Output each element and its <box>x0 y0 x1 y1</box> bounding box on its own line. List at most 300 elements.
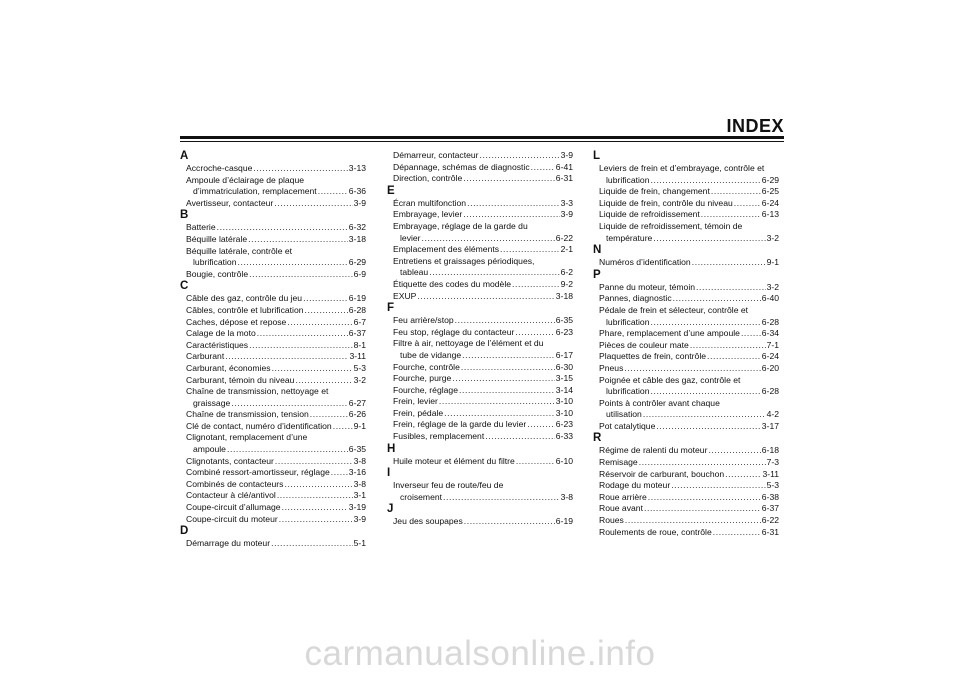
index-entry <box>593 398 779 421</box>
index-entry <box>387 338 573 361</box>
entry-page-ref: 6-31 <box>761 526 779 537</box>
leader-dots <box>696 282 766 294</box>
leader-dots <box>422 233 555 245</box>
entry-page-ref: 6-38 <box>761 491 779 502</box>
entry-text: ampoule <box>193 444 226 455</box>
index-entry <box>593 282 779 294</box>
leader-dots <box>527 419 555 431</box>
leader-dots <box>741 328 761 340</box>
index-entry <box>593 480 779 492</box>
entry-text: Embrayage, levier <box>393 209 463 220</box>
index-entry <box>387 173 573 185</box>
index-entry <box>387 408 573 420</box>
entry-page-ref: 3-15 <box>555 373 573 384</box>
entry-text: Fourche, contrôle <box>393 361 460 372</box>
section-letter: N <box>593 244 602 257</box>
leader-dots <box>648 492 761 504</box>
entry-text: Roulements de roue, contrôle <box>599 526 712 537</box>
entry-page-ref: 6-37 <box>348 328 366 339</box>
entry-page-ref: 5-3 <box>766 480 779 491</box>
leader-dots <box>692 257 766 269</box>
index-entry <box>593 209 779 221</box>
index-section <box>180 280 366 525</box>
entry-page-ref: 6-10 <box>555 455 573 466</box>
index-entry <box>387 315 573 327</box>
entry-page-ref: 3-18 <box>348 233 366 244</box>
leader-dots <box>274 198 352 210</box>
index-entry <box>180 293 366 305</box>
entry-text: Combinés de contacteurs <box>186 478 284 489</box>
entry-text: Étiquette des codes du modèle <box>393 278 512 289</box>
leader-dots <box>305 305 348 317</box>
leader-dots <box>713 527 761 539</box>
section-letter: P <box>593 268 601 281</box>
entry-text: Combiné ressort-amortisseur, réglage <box>186 467 330 478</box>
index-entry <box>180 456 366 468</box>
index-column-1 <box>180 150 366 550</box>
entry-text: tube de vidange <box>400 349 462 360</box>
index-entry <box>387 198 573 210</box>
leader-dots <box>650 317 760 329</box>
leader-dots <box>644 503 761 515</box>
leader-dots <box>725 469 761 481</box>
leader-dots <box>711 186 761 198</box>
entry-page-ref: 3-2 <box>353 374 366 385</box>
entry-page-ref: 6-18 <box>761 445 779 456</box>
leader-dots <box>624 363 760 375</box>
index-entry <box>387 150 573 162</box>
entry-page-ref: 6-19 <box>348 293 366 304</box>
leader-dots <box>455 315 555 327</box>
entry-page-ref: 3-10 <box>555 396 573 407</box>
entry-text: Caractéristiques <box>186 339 249 350</box>
index-entry <box>387 431 573 443</box>
entry-page-ref: 6-17 <box>555 349 573 360</box>
entry-text: croisement <box>400 491 443 502</box>
entry-page-ref: 3-9 <box>353 513 366 524</box>
index-entry <box>180 198 366 210</box>
index-entry <box>180 386 366 409</box>
index-entry <box>180 328 366 340</box>
entry-text: Contacteur à clé/antivol <box>186 490 276 501</box>
entry-text: Démarreur, contacteur <box>393 150 479 160</box>
entry-page-ref: 3-8 <box>353 478 366 489</box>
leader-dots <box>444 408 555 420</box>
entry-text: Huile moteur et élément du filtre <box>393 455 515 466</box>
section-letter: R <box>593 432 602 445</box>
leader-dots <box>439 396 555 408</box>
index-entry <box>593 328 779 340</box>
entry-text: Câble des gaz, contrôle du jeu <box>186 293 303 304</box>
entry-text: Poignée et câble des gaz, contrôle et <box>599 374 741 385</box>
entry-page-ref: 3-11 <box>349 351 366 362</box>
entry-text: Frein, pédale <box>393 407 444 418</box>
entry-page-ref: 6-2 <box>560 267 573 278</box>
index-entry <box>180 305 366 317</box>
entry-page-ref: 6-7 <box>353 316 366 327</box>
leader-dots <box>279 514 353 526</box>
index-entry <box>593 163 779 186</box>
entry-page-ref: 5-1 <box>353 538 366 549</box>
entry-text: utilisation <box>606 409 642 420</box>
entry-text: Roues <box>599 515 624 526</box>
leader-dots <box>708 445 760 457</box>
leader-dots <box>287 317 352 329</box>
leader-dots <box>231 398 348 410</box>
leader-dots <box>463 173 555 185</box>
index-entry <box>387 221 573 244</box>
entry-page-ref: 3-14 <box>555 384 573 395</box>
entry-text: Roue avant <box>599 503 643 514</box>
entry-text: Chaîne de transmission, tension <box>186 409 309 420</box>
entry-text: Clé de contact, numéro d’identification <box>186 420 332 431</box>
index-entry <box>180 538 366 550</box>
index-entry <box>593 527 779 539</box>
leader-dots <box>656 421 760 433</box>
entry-page-ref: 3-9 <box>560 209 573 220</box>
index-entry <box>387 256 573 279</box>
entry-text: Coupe-circuit d’allumage <box>186 502 281 513</box>
index-entry <box>593 186 779 198</box>
entry-page-ref: 9-1 <box>353 420 366 431</box>
leader-dots <box>310 409 348 421</box>
index-entry <box>387 516 573 528</box>
leader-dots <box>671 480 765 492</box>
leader-dots <box>295 375 352 387</box>
entry-text: Roue arrière <box>599 491 647 502</box>
index-column-2 <box>387 150 573 528</box>
entry-page-ref: 7-1 <box>766 339 779 350</box>
entry-page-ref: 6-28 <box>761 386 779 397</box>
entry-text: Embrayage, réglage de la garde du <box>393 220 528 231</box>
entry-text: lubrification <box>606 174 650 185</box>
entry-text: Carburant <box>186 351 225 362</box>
entry-text: Pédale de frein et sélecteur, contrôle et <box>599 304 749 315</box>
leader-dots <box>462 350 555 362</box>
index-entry <box>593 198 779 210</box>
index-entry <box>180 375 366 387</box>
index-section <box>593 269 779 433</box>
entry-page-ref: 9-2 <box>560 278 573 289</box>
entry-page-ref: 3-1 <box>353 490 366 501</box>
index-entry <box>593 492 779 504</box>
entry-text: lubrification <box>606 316 650 327</box>
leader-dots <box>417 291 554 303</box>
entry-text: Frein, réglage de la garde du levier <box>393 419 527 430</box>
leader-dots <box>429 267 559 279</box>
leader-dots <box>701 209 761 221</box>
entry-text: Béquille latérale <box>186 233 248 244</box>
entry-page-ref: 6-24 <box>761 197 779 208</box>
entry-text: Remisage <box>599 457 638 468</box>
entry-page-ref: 3-10 <box>555 407 573 418</box>
entry-text: Batterie <box>186 222 216 233</box>
entry-text: Filtre à air, nettoyage de l’élément et du <box>393 338 544 349</box>
entry-text: Liquide de frein, contrôle du niveau <box>599 197 733 208</box>
entry-page-ref: 7-3 <box>766 457 779 468</box>
leader-dots <box>253 163 347 175</box>
entry-text: Chaîne de transmission, nettoyage et <box>186 386 329 397</box>
index-entry <box>180 351 366 363</box>
index-entry <box>387 244 573 256</box>
section-letter: A <box>180 150 189 162</box>
entry-page-ref: 6-35 <box>555 315 573 326</box>
section-letter: C <box>180 280 189 293</box>
index-entry <box>387 209 573 221</box>
leader-dots <box>516 456 555 468</box>
entry-page-ref: 3-13 <box>348 163 366 173</box>
entry-text: Feu arrière/stop <box>393 315 454 326</box>
leader-dots <box>734 198 761 210</box>
entry-text: Câbles, contrôle et lubrification <box>186 304 304 315</box>
leader-dots <box>485 431 555 443</box>
entry-text: Démarrage du moteur <box>186 538 271 549</box>
index-section <box>593 244 779 269</box>
entry-page-ref: 6-37 <box>761 503 779 514</box>
index-entry <box>180 409 366 421</box>
entry-page-ref: 6-27 <box>348 397 366 408</box>
leader-dots <box>653 233 765 245</box>
entry-text: Leviers de frein et d’embrayage, contrôle et <box>599 163 765 173</box>
entry-page-ref: 6-13 <box>761 209 779 220</box>
index-entry <box>387 279 573 291</box>
index-entry <box>387 327 573 339</box>
title-rule-thick <box>180 136 784 139</box>
leader-dots <box>515 327 554 339</box>
entry-page-ref: 5-3 <box>353 362 366 373</box>
title-rule-thin <box>180 141 784 142</box>
entry-page-ref: 3-18 <box>555 290 573 301</box>
entry-text: Jeu des soupapes <box>393 516 463 527</box>
entry-text: Dépannage, schémas de diagnostic <box>393 161 530 172</box>
entry-page-ref: 6-23 <box>555 326 573 337</box>
section-letter: L <box>593 150 601 162</box>
entry-page-ref: 6-35 <box>348 444 366 455</box>
section-letter: H <box>387 442 396 455</box>
entry-page-ref: 6-20 <box>761 362 779 373</box>
index-entry <box>593 515 779 527</box>
leader-dots <box>249 340 352 352</box>
leader-dots <box>707 351 761 363</box>
section-letter: E <box>387 184 395 197</box>
entry-text: Pièces de couleur mate <box>599 339 689 350</box>
leader-dots <box>459 385 555 397</box>
leader-dots <box>690 340 766 352</box>
section-letter: I <box>387 467 391 480</box>
entry-text: Plaquettes de frein, contrôle <box>599 351 707 362</box>
section-letter: J <box>387 503 394 516</box>
index-entry <box>180 502 366 514</box>
index-entry <box>180 317 366 329</box>
index-entry <box>593 421 779 433</box>
entry-text: Écran multifonction <box>393 197 467 208</box>
entry-text: Numéros d’identification <box>599 257 691 268</box>
index-entry <box>180 363 366 375</box>
index-entry <box>387 419 573 431</box>
entry-page-ref: 3-2 <box>766 232 779 243</box>
index-entry <box>180 269 366 281</box>
entry-page-ref: 9-1 <box>766 257 779 268</box>
index-entry <box>180 175 366 198</box>
leader-dots <box>272 363 353 375</box>
entry-text: Phare, remplacement d’une ampoule <box>599 328 740 339</box>
index-entry <box>180 340 366 352</box>
leader-dots <box>284 479 352 491</box>
index-section <box>387 185 573 302</box>
index-entry <box>180 222 366 234</box>
index-entry <box>387 162 573 174</box>
index-entry <box>180 467 366 479</box>
entry-page-ref: 6-34 <box>761 328 779 339</box>
entry-page-ref: 4-2 <box>766 409 779 420</box>
leader-dots <box>248 234 348 246</box>
entry-page-ref: 8-1 <box>353 339 366 350</box>
index-entry <box>593 375 779 398</box>
index-section <box>387 150 573 185</box>
entry-text: Carburant, témoin du niveau <box>186 374 295 385</box>
leader-dots <box>625 515 761 527</box>
index-entry <box>593 293 779 305</box>
entry-text: Inverseur feu de route/feu de <box>393 480 504 491</box>
index-entry <box>387 373 573 385</box>
index-entry <box>180 234 366 246</box>
entry-page-ref: 6-32 <box>348 222 366 233</box>
entry-text: Béquille latérale, contrôle et <box>186 245 293 256</box>
entry-text: lubrification <box>606 386 650 397</box>
leader-dots <box>225 351 348 363</box>
index-section <box>180 150 366 209</box>
entry-text: tableau <box>400 267 429 278</box>
entry-text: levier <box>400 232 421 243</box>
index-entry <box>593 257 779 269</box>
index-entry <box>387 291 573 303</box>
index-entry <box>593 340 779 352</box>
entry-text: Frein, levier <box>393 396 438 407</box>
index-section <box>387 443 573 468</box>
entry-text: Clignotant, remplacement d’une <box>186 432 308 443</box>
entry-page-ref: 6-28 <box>348 304 366 315</box>
index-entry <box>593 363 779 375</box>
leader-dots <box>257 328 348 340</box>
entry-page-ref: 3-17 <box>761 420 779 431</box>
entry-page-ref: 3-16 <box>348 467 366 478</box>
entry-page-ref: 3-19 <box>348 502 366 513</box>
entry-text: Points à contrôler avant chaque <box>599 397 720 408</box>
entry-page-ref: 2-1 <box>560 244 573 255</box>
index-entry <box>387 385 573 397</box>
entry-page-ref: 3-11 <box>762 468 779 479</box>
index-column-3 <box>593 150 779 538</box>
entry-page-ref: 6-25 <box>761 186 779 197</box>
leader-dots <box>650 175 760 187</box>
page-title: INDEX <box>726 116 784 136</box>
section-letter: D <box>180 525 189 538</box>
entry-text: Accroche-casque <box>186 163 253 173</box>
entry-text: Panne du moteur, témoin <box>599 281 696 292</box>
leader-dots <box>650 386 760 398</box>
leader-dots <box>461 362 555 374</box>
index-section <box>387 467 573 503</box>
entry-text: d’immatriculation, remplacement <box>193 186 317 197</box>
leader-dots <box>282 502 348 514</box>
entry-text: température <box>606 232 653 243</box>
leader-dots <box>512 279 560 291</box>
index-section <box>180 209 366 280</box>
entry-text: Ampoule d’éclairage de plaque <box>186 174 305 185</box>
leader-dots <box>217 222 348 234</box>
entry-text: Rodage du moteur <box>599 480 671 491</box>
section-letter: F <box>387 302 395 315</box>
index-entry <box>593 305 779 328</box>
entry-text: Liquide de refroidissement, témoin de <box>599 220 743 231</box>
index-entry <box>180 163 366 175</box>
index-entry <box>387 396 573 408</box>
entry-text: Réservoir de carburant, bouchon <box>599 468 725 479</box>
entry-page-ref: 6-28 <box>761 316 779 327</box>
entry-page-ref: 3-3 <box>560 197 573 208</box>
entry-page-ref: 6-40 <box>761 293 779 304</box>
entry-text: Carburant, économies <box>186 362 271 373</box>
index-entry <box>593 457 779 469</box>
entry-page-ref: 6-23 <box>555 419 573 430</box>
leader-dots <box>480 150 560 162</box>
entry-page-ref: 6-36 <box>348 186 366 197</box>
index-entry <box>180 490 366 502</box>
index-section <box>387 302 573 443</box>
leader-dots <box>467 198 559 210</box>
leader-dots <box>673 293 761 305</box>
index-entry <box>593 445 779 457</box>
entry-page-ref: 6-26 <box>348 409 366 420</box>
entry-page-ref: 6-33 <box>555 431 573 442</box>
entry-page-ref: 6-29 <box>761 174 779 185</box>
entry-page-ref: 6-9 <box>353 268 366 279</box>
entry-page-ref: 3-9 <box>353 197 366 208</box>
index-entry <box>593 469 779 481</box>
entry-page-ref: 6-22 <box>761 515 779 526</box>
leader-dots <box>333 421 353 433</box>
index-entry <box>180 514 366 526</box>
leader-dots <box>271 538 353 550</box>
leader-dots <box>639 457 766 469</box>
leader-dots <box>275 456 353 468</box>
section-letter: B <box>180 209 189 222</box>
entry-text: EXUP <box>393 290 417 301</box>
watermark: carmanualsonline.info <box>304 634 656 673</box>
entry-page-ref: 6-41 <box>555 161 573 172</box>
index-entry <box>593 221 779 244</box>
leader-dots <box>463 209 559 221</box>
index-entry <box>387 480 573 503</box>
leader-dots <box>464 516 555 528</box>
entry-text: Régime de ralenti du moteur <box>599 445 708 456</box>
entry-text: Direction, contrôle <box>393 173 463 184</box>
leader-dots <box>303 293 348 305</box>
entry-text: Calage de la moto <box>186 328 256 339</box>
entry-text: Pneus <box>599 362 624 373</box>
entry-text: graissage <box>193 397 231 408</box>
leader-dots <box>277 490 353 502</box>
entry-text: Emplacement des éléments <box>393 244 500 255</box>
entry-page-ref: 6-30 <box>555 361 573 372</box>
index-entry <box>180 432 366 455</box>
entry-page-ref: 3-2 <box>766 281 779 292</box>
entry-page-ref: 6-29 <box>348 257 366 268</box>
leader-dots <box>500 244 560 256</box>
index-entry <box>387 362 573 374</box>
leader-dots <box>331 467 348 479</box>
index-section <box>593 432 779 538</box>
